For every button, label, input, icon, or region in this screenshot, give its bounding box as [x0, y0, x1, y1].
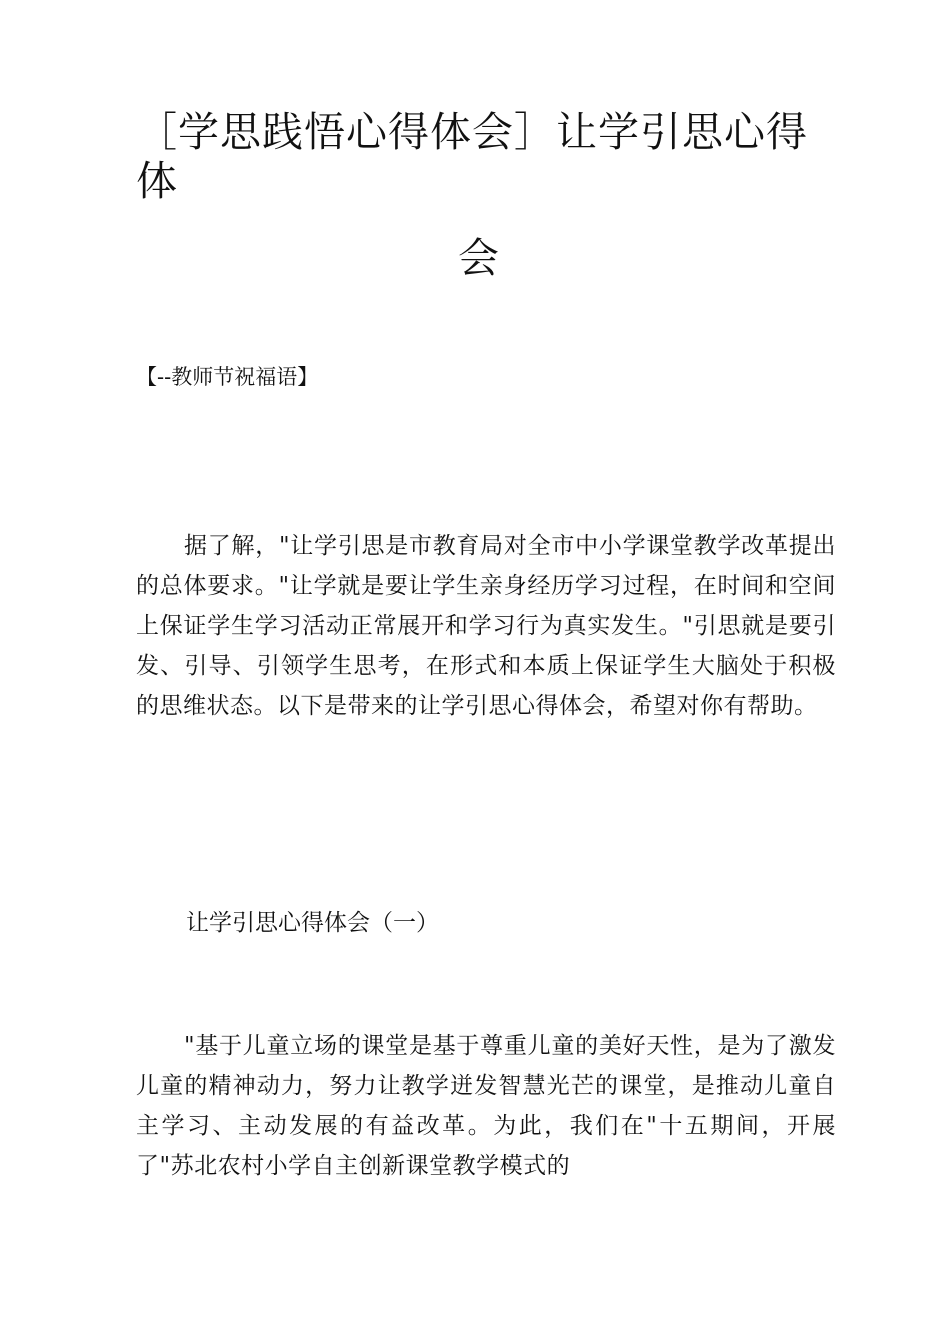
section-heading: 让学引思心得体会（一） — [186, 910, 439, 936]
document-title-line-1: ［学思践悟心得体会］让学引思心得 — [136, 108, 808, 156]
section-paragraph: "基于儿童立场的课堂是基于尊重儿童的美好天性，是为了激发儿童的精神动力，努力让教学迸发智慧光芒的课堂，是推动儿童自主学习、主动发展的有益改革。为此，我们在"十五期间，开展了"苏北农村小学自主创新课堂教学模式的 — [136, 1033, 836, 1179]
document-title-line-2: 体 — [136, 157, 178, 205]
document-title-line-3: 会 — [458, 234, 500, 282]
category-tag: 【--教师节祝福语】 — [136, 365, 319, 389]
intro-paragraph: 据了解，"让学引思是市教育局对全市中小学课堂教学改革提出的总体要求。"让学就是要让学生亲身经历学习过程，在时间和空间上保证学生学习活动正常展开和学习行为真实发生。"引思就是要引发、引导、引领学生思考，在形式和本质上保证学生大脑处于积极的思维状态。以下是带来的让学引思心得体会，希望对你有帮助。 — [136, 533, 836, 719]
